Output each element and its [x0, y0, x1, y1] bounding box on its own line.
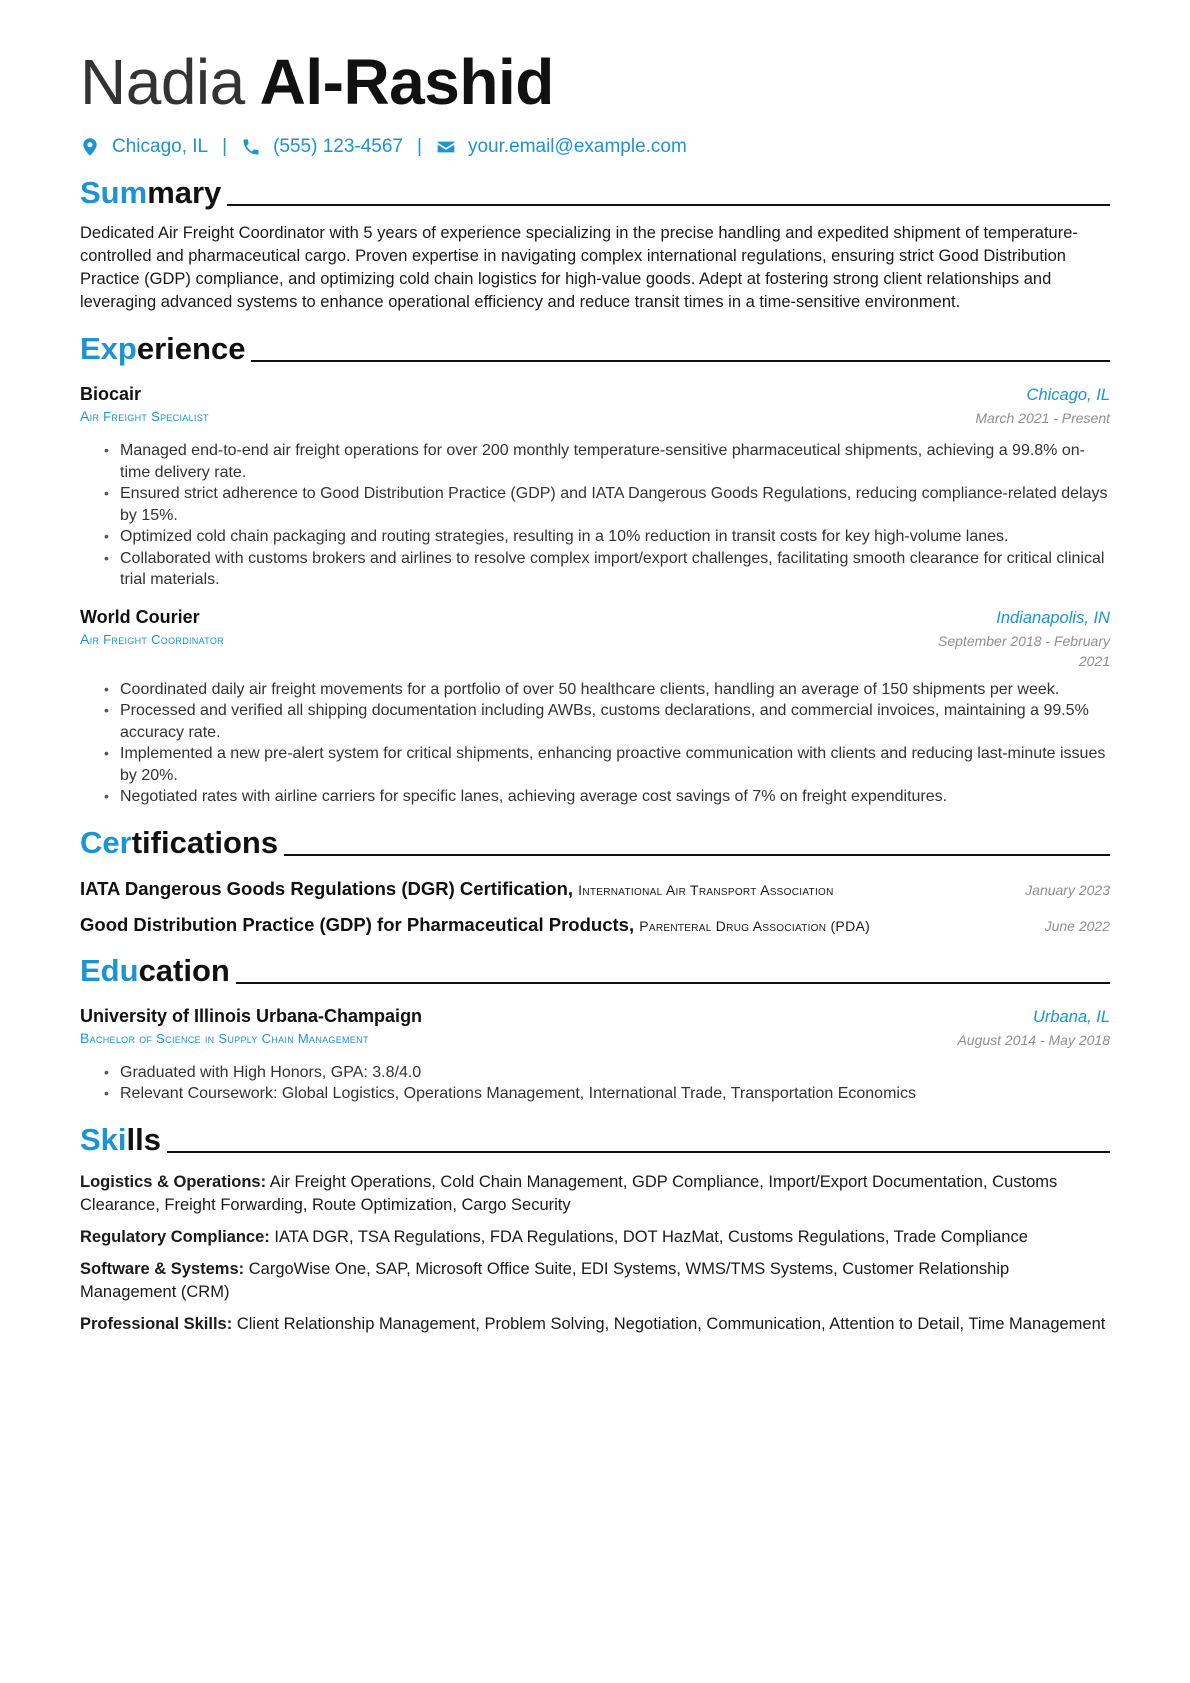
- contact-separator: |: [222, 136, 228, 157]
- certification-issuer: International Air Transport Association: [578, 881, 834, 898]
- skill-values: CargoWise One, SAP, Microsoft Office Suite, EDI Systems, WMS/TMS Systems, Customer Relationship Management (CRM): [80, 1259, 1010, 1301]
- skill-values: Client Relationship Management, Problem Solving, Negotiation, Communication, Attention to Detail, Time Management: [236, 1314, 1106, 1333]
- experience-entry-world-courier: [80, 607, 1110, 808]
- job-location: Chicago, IL: [1026, 386, 1110, 404]
- certification-date: January 2023: [1025, 881, 1110, 898]
- contact-phone[interactable]: [241, 136, 403, 158]
- experience-heading: [80, 330, 1110, 368]
- certification-item: IATA Dangerous Goods Regulations (DGR) Certification, International Air Transport Association January 2023: [80, 877, 1110, 899]
- achievement-list: [80, 679, 1110, 808]
- education-detail-list: [80, 1062, 1110, 1105]
- list-item: • Managed end-to-end air freight operations for over 200 monthly temperature-sensitive pharmaceutical shipments, achieving a 99.8% on-time delivery rate.: [120, 440, 1110, 483]
- certifications-heading: [80, 824, 1110, 862]
- company-name: Biocair: [80, 384, 142, 404]
- achievement-list: [80, 440, 1110, 591]
- education-dates: August 2014 - May 2018: [957, 1031, 1110, 1048]
- certification-list: [80, 878, 1110, 936]
- contact-email[interactable]: [436, 136, 687, 158]
- skill-label: Professional Skills:: [80, 1314, 233, 1333]
- certification-date: June 2022: [1044, 917, 1110, 934]
- job-title: Air Freight Specialist: [80, 408, 209, 424]
- last-name: Al-Rashid: [259, 46, 554, 118]
- certification-name: Good Distribution Practice (GDP) for Pharmaceutical Products: [80, 913, 629, 935]
- envelope-icon: [436, 137, 456, 157]
- degree: Bachelor of Science in Supply Chain Management: [80, 1029, 369, 1046]
- company-name: World Courier: [80, 606, 200, 627]
- summary-text: Dedicated Air Freight Coordinator with 5 years of experience specializing in the precise handling and expedited shipment of temperature-controlled and pharmaceutical cargo. Proven expertise in navigating complex international regulations, ensuring strict Good Distribution Practice (GDP) compliance, and optimizing cold chain logistics for high-value goods. Adept at fostering strong client relationships and leveraging advanced systems to enhance operational efficiency and reduce transit times in a time-sensitive environment.: [80, 224, 1078, 311]
- section-rule: [284, 854, 1110, 856]
- education-entry: [80, 1006, 1110, 1105]
- certification-item: Good Distribution Practice (GDP) for Pharmaceutical Products, Parenteral Drug Association (PDA) June 2022: [80, 913, 1110, 935]
- list-item: • Coordinated daily air freight movements for a portfolio of over 50 healthcare clients, handling an average of 150 shipments per week.: [120, 679, 1110, 701]
- school-name: University of Illinois Urbana-Champaign: [80, 1005, 423, 1026]
- section-title: Skills: [80, 1121, 161, 1157]
- section-rule: [167, 1151, 1110, 1153]
- summary-heading: [80, 174, 1110, 212]
- skills-heading: [80, 1121, 1110, 1159]
- education-heading: [80, 952, 1110, 990]
- skill-values: IATA DGR, TSA Regulations, FDA Regulations, DOT HazMat, Customs Regulations, Trade Compliance: [274, 1227, 1028, 1246]
- section-rule: [251, 360, 1110, 362]
- contact-bar: [80, 136, 1110, 158]
- skill-label: Regulatory Compliance:: [80, 1227, 270, 1246]
- skill-category: [80, 1313, 1110, 1336]
- phone-icon: [241, 137, 261, 157]
- section-title: Certifications: [80, 824, 279, 860]
- phone-text: (555) 123-4567: [273, 136, 403, 157]
- contact-separator: |: [417, 136, 422, 157]
- list-item: • Optimized cold chain packaging and routing strategies, resulting in a 10% reduction in transit costs for key high-volume lanes.: [120, 526, 1110, 548]
- list-item: • Relevant Coursework: Global Logistics, Operations Management, International Trade, Transportation Economics: [120, 1083, 1110, 1105]
- experience-entry-biocair: [80, 384, 1110, 591]
- list-item: • Graduated with High Honors, GPA: 3.8/4.0: [120, 1062, 1110, 1084]
- list-item: • Collaborated with customs brokers and airlines to resolve complex import/export challenges, facilitating smooth clearance for critical clinical trial materials.: [120, 548, 1110, 591]
- skill-label: Logistics & Operations:: [80, 1172, 267, 1191]
- skill-values: Air Freight Operations, Cold Chain Management, GDP Compliance, Import/Export Documentation, Customs Clearance, Freight Forwarding, Route Optimization, Cargo Security: [80, 1172, 1058, 1214]
- section-title: Experience: [80, 331, 246, 366]
- first-name: Nadia: [80, 46, 245, 118]
- list-item: • Ensured strict adherence to Good Distribution Practice (GDP) and IATA Dangerous Goods Regulations, reducing compliance-related delays by 15%.: [120, 483, 1110, 526]
- list-item: • Implemented a new pre-alert system for critical shipments, enhancing proactive communication with clients and reducing last-minute issues by 20%.: [120, 743, 1110, 786]
- job-dates: March 2021 - Present: [975, 410, 1110, 426]
- contact-location: [80, 136, 208, 158]
- map-pin-icon: [80, 137, 100, 157]
- section-title: Education: [80, 952, 230, 988]
- section-rule: [227, 204, 1110, 206]
- list-item: • Negotiated rates with airline carriers for specific lanes, achieving average cost savings of 7% on freight expenditures.: [120, 786, 1110, 808]
- skill-category: [80, 1171, 1110, 1217]
- certification-issuer: Parenteral Drug Association (PDA): [639, 917, 871, 934]
- list-item: • Processed and verified all shipping documentation including AWBs, customs declarations, and commercial invoices, maintaining a 99.5% accuracy rate.: [120, 700, 1110, 743]
- job-title: Air Freight Coordinator: [80, 630, 224, 647]
- location-text: Chicago, IL: [112, 136, 209, 157]
- email-link[interactable]: your.email@example.com: [467, 136, 687, 157]
- skill-category: [80, 1258, 1110, 1304]
- skills-list: [80, 1171, 1110, 1336]
- school-location: Urbana, IL: [1032, 1007, 1110, 1026]
- candidate-name: [80, 44, 1110, 120]
- certification-name: IATA Dangerous Goods Regulations (DGR) Certification: [80, 877, 568, 899]
- job-location: Indianapolis, IN: [996, 608, 1110, 627]
- section-rule: [236, 982, 1110, 984]
- section-title: Summary: [80, 175, 222, 210]
- skill-label: Software & Systems:: [80, 1259, 245, 1278]
- skill-category: [80, 1226, 1110, 1249]
- job-dates: September 2018 - February 2021: [938, 632, 1110, 669]
